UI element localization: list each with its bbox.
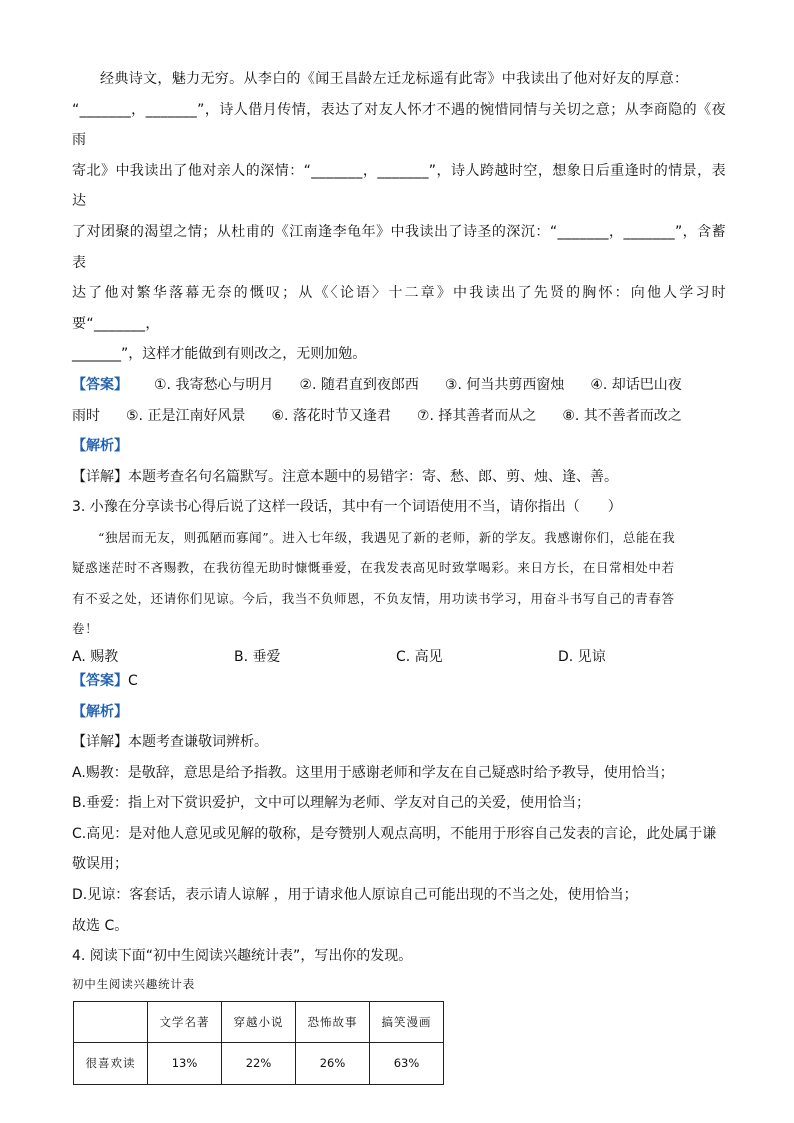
q3-quote-line: 有不妥之处，还请你们见谅。今后，我当不负师恩，不负友情，用功读书学习，用奋斗书写自己的青春答 [72,590,675,606]
q3-detail: 【详解】本题考查谦敬词辨析。 [72,734,268,751]
q3-explain-c-cont: 敬误用； [72,856,128,873]
q3-answer-line [72,666,726,697]
q2-text-line: 经典诗文，魅力无穷。从李白的《闻王昌龄左迁龙标遥有此寄》中我读出了他对好友的厚意： [100,71,689,87]
q2-answer-line [72,370,726,401]
q3-options [72,646,726,666]
answer-value: C [128,672,138,689]
table-caption: 初中生阅读兴趣统计表 [72,976,195,991]
q3-quote-line: 卷！ [72,621,99,637]
option-c: C. 高见 [396,648,443,665]
table-cell: 63% [370,1042,444,1084]
table-cell: 26% [296,1042,370,1084]
q2-text-line: “_______，_______”，诗人借月传情，表达了对友人怀才不遇的惋惜同情与关切之意；从李商隐的《夜雨 [72,101,726,149]
q3-conclusion: 故选 C。 [72,917,129,934]
q3-quote-line: “独居而无友，则孤陋而寡闻”。进入七年级，我遇见了新的老师，新的学友。我感谢你们，总能在我 [98,529,676,545]
answer-tag: 【答案】 [72,672,128,689]
q3-explain-d: D.见谅：客套话，表示请人谅解 ，用于请求他人原谅自己可能出现的不当之处，使用恰当； [72,887,638,904]
answer-item: ⑦. 择其善者而从之 [416,407,537,424]
answer-tag: 【答案】 [72,376,128,393]
answer-item: ⑥. 落花时节又逢君 [271,407,391,424]
answer-item: 雨时 [72,407,100,424]
analysis-tag: 【解析】 [72,703,128,720]
q3-analysis-tag [72,697,726,728]
reading-interest-table [73,1001,444,1085]
table-cell: 22% [222,1042,296,1084]
answer-item: ③. 何当共剪西窗烛 [444,376,565,393]
option-a: A. 赐教 [72,648,119,665]
q2-text-line: _______”，这样才能做到有则改之，无则加勉。 [72,346,367,363]
table-header-cell: 恐怖故事 [296,1001,370,1042]
answer-item: ②. 随君直到夜郎西 [299,376,419,393]
analysis-tag: 【解析】 [72,438,128,455]
q2-analysis-tag [72,431,726,462]
answer-item: ①. 我寄愁心与明月 [154,376,274,393]
table-header-cell: 文学名著 [148,1001,222,1042]
q2-text-line: 寄北》中我读出了他对亲人的深情：“_______，_______”，诗人跨越时空，想象日后重逢时的情景，表达 [72,162,726,210]
q3-explain-a: A.赐教：是敬辞，意思是给予指教。这里用于感谢老师和学友在自己疑惑时给予教导，使用恰当； [72,764,674,781]
table-header-cell: 穿越小说 [222,1001,296,1042]
table-header-cell [74,1001,148,1042]
q3-quote-line: 疑惑迷茫时不吝赐教，在我彷徨无助时慷慨垂爱，在我发表高见时致掌喝彩。来日方长，在日常相处中若 [72,560,675,576]
q4-question: 4. 阅读下面“初中生阅读兴趣统计表”，写出你的发现。 [72,948,413,965]
option-b: B. 垂爱 [234,648,281,665]
option-d: D. 见谅 [558,648,606,665]
q3-question: 3. 小豫在分享读书心得后说了这样一段话，其中有一个词语使用不当，请你指出（ ） [72,499,622,516]
q3-explain-c: C.高见：是对他人意见或见解的敬称，是夸赞别人观点高明，不能用于形容自己发表的言论，此处属于谦 [72,825,717,842]
answer-item: ⑧. 其不善者而改之 [562,407,682,424]
q2-detail: 【详解】本题考查名句名篇默写。注意本题中的易错字：寄、愁、郎、剪、烛、逢、善。 [72,468,618,485]
q2-answer-line [72,401,726,432]
q2-text-line: 了对团聚的渴望之情；从杜甫的《江南逢李龟年》中我读出了诗圣的深沉：“_______，_______”，含蓄表 [72,223,726,271]
answer-item: ⑤. 正是江南好风景 [126,407,246,424]
q2-text-line: 达了他对繁华落幕无奈的慨叹；从《〈论语〉十二章》中我读出了先贤的胸怀：向他人学习时要“_______， [72,285,726,332]
table-cell: 13% [148,1042,222,1084]
table-row-label: 很喜欢读 [74,1042,148,1084]
table-row [74,1042,444,1084]
table-header-row [74,1001,444,1042]
table-header-cell: 搞笑漫画 [370,1001,444,1042]
page-content [72,64,726,1085]
answer-item: ④. 却话巴山夜 [590,376,682,393]
q3-explain-b: B.垂爱：指上对下赏识爱护，文中可以理解为老师、学友对自己的关爱，使用恰当； [72,795,591,812]
